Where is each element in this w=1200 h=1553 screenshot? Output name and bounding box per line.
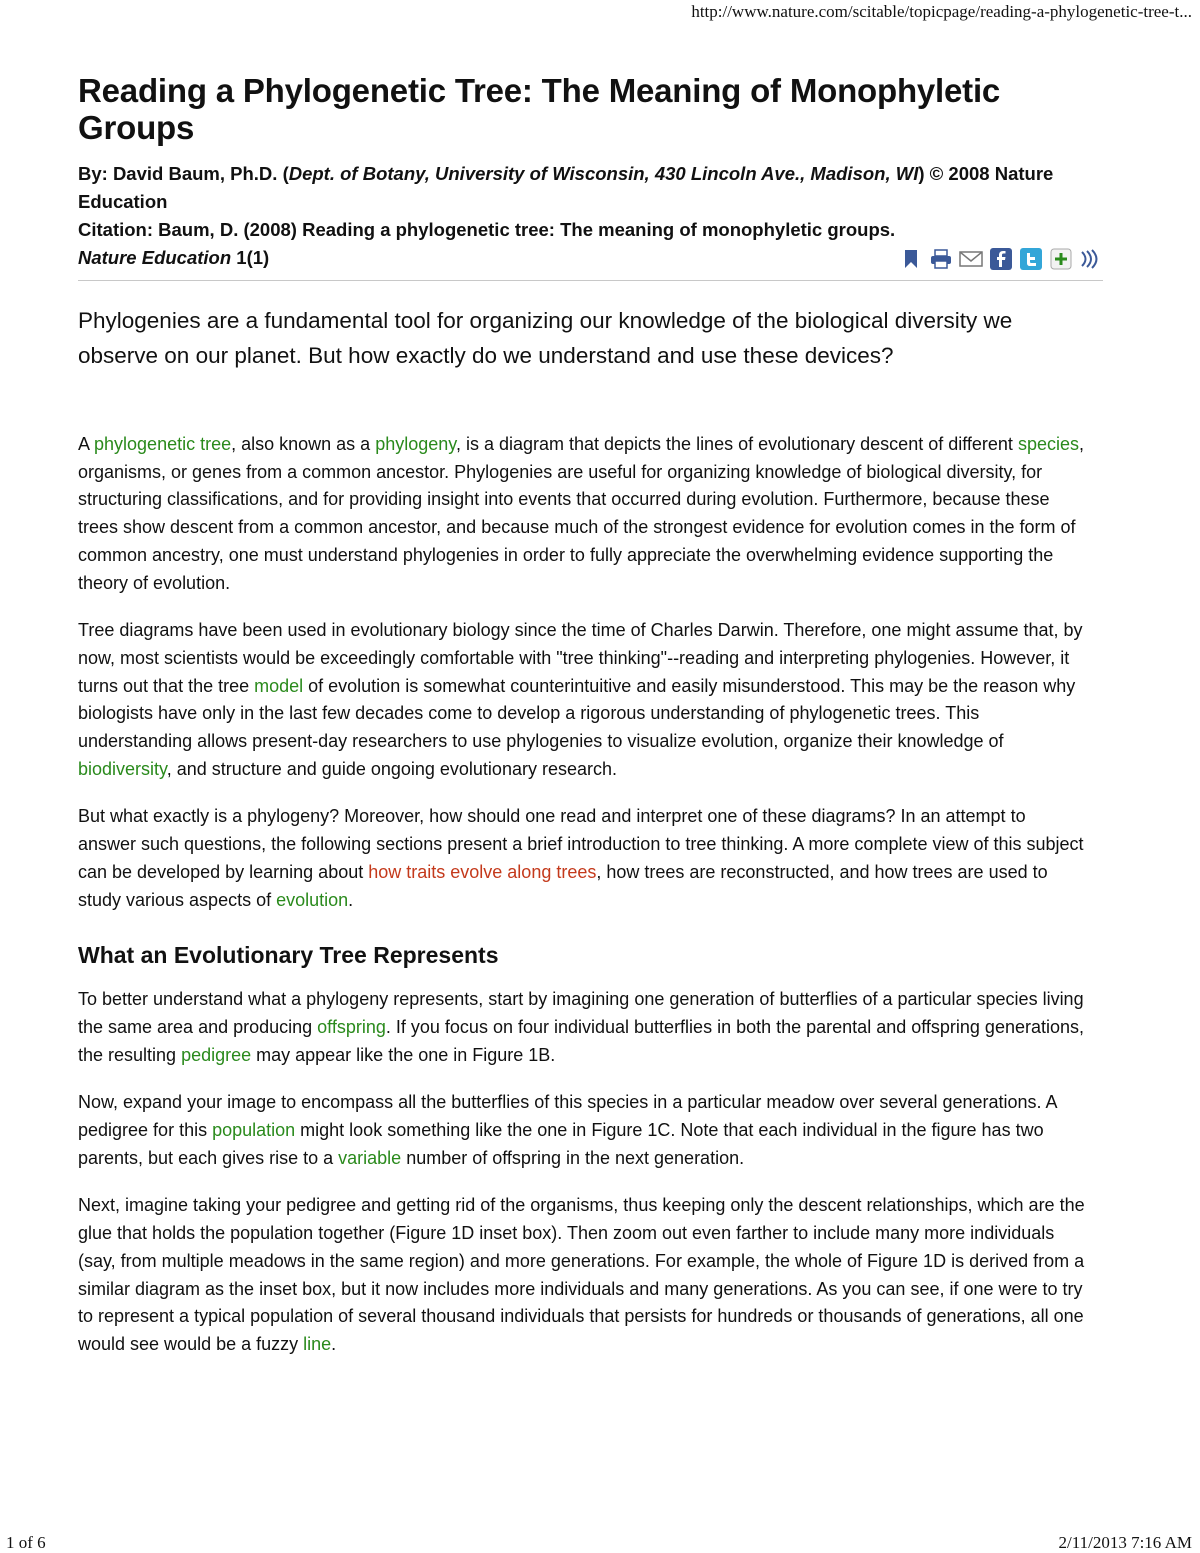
link-line[interactable]: line xyxy=(303,1333,332,1354)
article-title: Reading a Phylogenetic Tree: The Meaning of Monophyletic Groups xyxy=(78,72,1001,146)
link-model[interactable]: model xyxy=(254,675,304,696)
paragraph-6: Next, imagine taking your pedigree and getting rid of the organisms, thus keeping only the descent relationships, which are the glue that holds the population together (Figure 1D inset box). Then zoom out even farther to include many more individuals (say, from multiple meadows in the same region) and more generations. For example, the whole of Figure 1D is derived from a similar diagram as the inset box, but it now includes more individuals and many generations. As you can see, if one were to try to represent a typical population of several thousand individuals that persists for hundreds or thousands of generations, all one would see would be a fuzzy line. xyxy=(78,1195,1085,1354)
print-timestamp: 2/11/2013 7:16 AM xyxy=(1058,1533,1192,1552)
print-icon[interactable] xyxy=(929,248,953,270)
feed-icon[interactable] xyxy=(1079,248,1103,270)
citation-row xyxy=(78,216,1103,272)
paragraph-5: Now, expand your image to encompass all the butterflies of this species in a particular meadow over several generations. A pedigree for this population might look something like the one in Figure 1C. Note that each individual in the figure has two parents, but each gives rise to a variable number of offspring in the next generation. xyxy=(78,1092,1057,1168)
page-number: 1 of 6 xyxy=(6,1533,46,1552)
paragraph-4: To better understand what a phylogeny represents, start by imagining one generation of butterflies of a particular species living the same area and producing offspring. If you focus on four individual butterflies in both the parental and offspring generations, the resulting pedigree may appear like the one in Figure 1B. xyxy=(78,989,1085,1065)
paragraph-1: A phylogenetic tree, also known as a phylogeny, is a diagram that depicts the lines of evolutionary descent of different species, organisms, or genes from a common ancestor. Phylogenies are useful for organizing knowledge of biological diversity, for structuring classifications, and for providing insight into events that occurred during evolution. Furthermore, because these trees show descent from a common ancestor, and because much of the strongest evidence for evolution comes in the form of common ancestry, one must understand phylogenies in order to fully appreciate the overwhelming evidence supporting the theory of evolution. xyxy=(78,434,1084,593)
link-phylogenetic-tree[interactable]: phylogenetic tree xyxy=(94,434,232,454)
bookmark-icon[interactable] xyxy=(899,248,923,270)
link-pedigree[interactable]: pedigree xyxy=(181,1044,252,1065)
email-icon[interactable] xyxy=(959,248,983,270)
divider xyxy=(78,280,1103,281)
plus-icon[interactable] xyxy=(1049,248,1073,270)
link-phylogeny[interactable]: phylogeny xyxy=(375,434,456,454)
link-population[interactable]: population xyxy=(212,1120,296,1141)
section-heading: What an Evolutionary Tree Represents xyxy=(78,942,499,969)
byline xyxy=(78,160,1103,216)
article xyxy=(78,72,1103,1377)
byline-author: By: David Baum, Ph.D. ( xyxy=(78,163,289,184)
byline-affiliation: Dept. of Botany, University of Wisconsin, 430 Lincoln Ave., Madison, WI xyxy=(288,163,919,184)
byline-close: ) xyxy=(918,163,925,184)
link-variable[interactable]: variable xyxy=(338,1147,402,1168)
citation-journal: Nature Education xyxy=(78,247,232,268)
paragraph-2: Tree diagrams have been used in evolutionary biology since the time of Charles Darwin. Therefore, one might assume that, by now, most scientists would be exceedingly comfortable with "tree thinking"--reading and interpreting phylogenies. However, it turns out that the tree model of evolution is somewhat counterintuitive and easily misunderstood. This may be the reason why biologists have only in the last few decades come to develop a rigorous understanding of phylogenetic trees. This understanding allows present-day researchers to use phylogenies to visualize evolution, organize their knowledge of biodiversity, and structure and guide ongoing evolutionary research. xyxy=(78,620,1083,779)
page-url: http://www.nature.com/scitable/topicpage/reading-a-phylogenetic-tree-t... xyxy=(691,2,1192,21)
byline-copyright: © 2008 Nature Education xyxy=(78,163,1054,212)
link-how-traits-evolve[interactable]: how traits evolve along trees xyxy=(368,861,597,882)
paragraph-3: But what exactly is a phylogeny? Moreover, how should one read and interpret one of these diagrams? In an attempt to answer such questions, the following sections present a brief introduction to tree thinking. A more complete view of this subject can be developed by learning about how traits evolve along trees, how trees are reconstructed, and how trees are used to study various aspects of evolution. xyxy=(78,806,1084,910)
citation-label: Citation: Baum, D. (2008) Reading a phylogenetic tree: The meaning of monophyletic groups. xyxy=(78,219,896,240)
link-evolution[interactable]: evolution xyxy=(276,889,349,910)
citation xyxy=(78,216,908,272)
citation-volume: 1(1) xyxy=(231,247,270,268)
lead-paragraph: Phylogenies are a fundamental tool for organizing our knowledge of the biological diversity we observe on our planet. But how exactly do we understand and use these devices? xyxy=(78,308,1013,368)
facebook-icon[interactable] xyxy=(989,248,1013,270)
link-species[interactable]: species xyxy=(1017,434,1079,454)
link-offspring[interactable]: offspring xyxy=(317,1016,386,1037)
twitter-icon[interactable] xyxy=(1019,248,1043,270)
link-biodiversity[interactable]: biodiversity xyxy=(78,758,167,779)
share-toolbar xyxy=(899,248,1103,270)
